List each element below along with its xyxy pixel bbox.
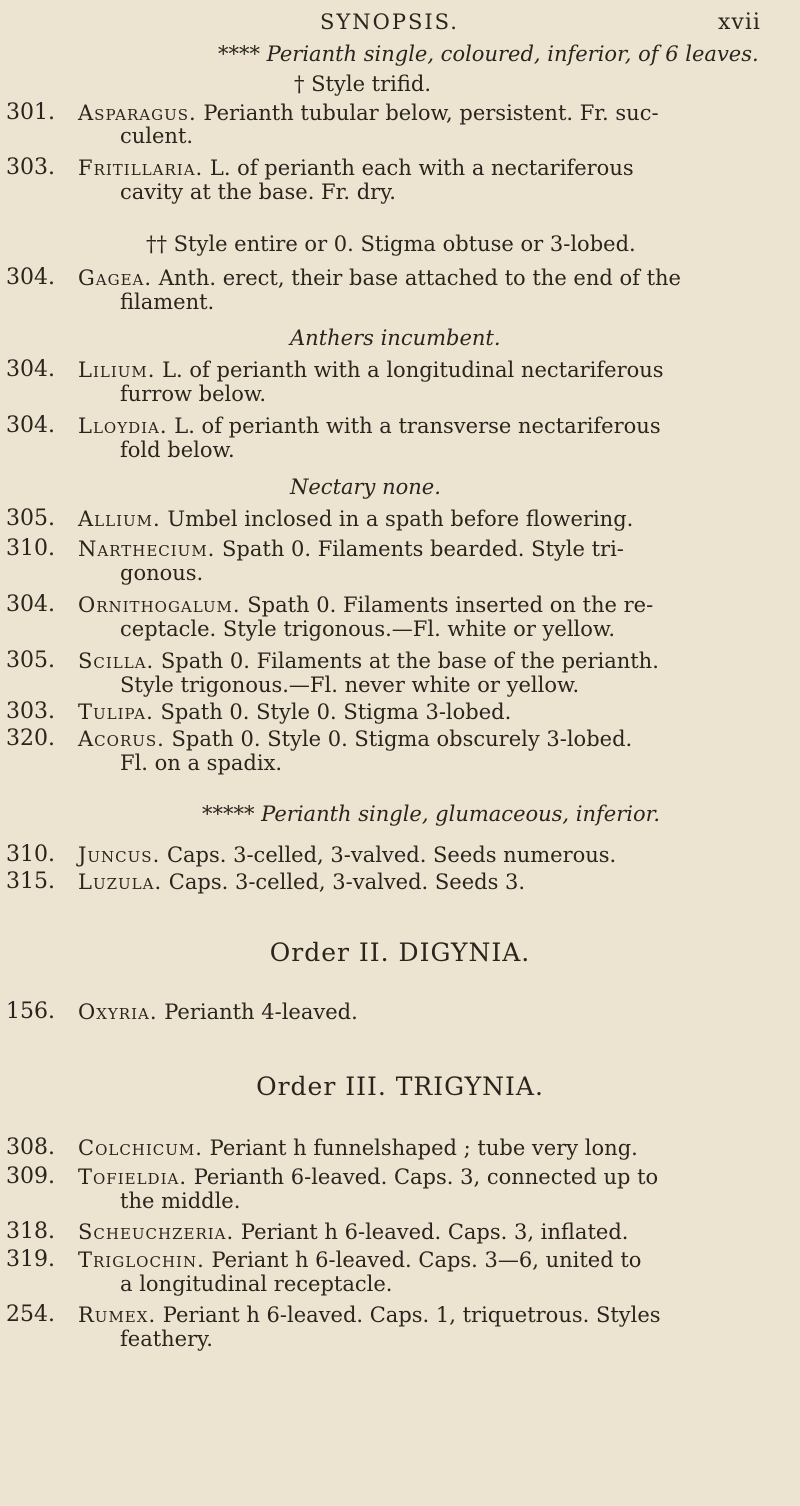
subsection-heading: † Style trifid.	[294, 72, 432, 96]
entry-continuation: a longitudinal receptacle.	[120, 1272, 393, 1296]
entry-number: 310.	[6, 536, 55, 561]
entry-number: 305.	[6, 506, 55, 531]
entry-triglochin	[78, 1247, 641, 1273]
entry-text: Perianth tubular below, persistent. Fr. suc-	[196, 101, 659, 125]
entry-number: 304.	[6, 413, 55, 438]
entry-continuation: Style trigonous.—Fl. never white or yellow.	[120, 673, 580, 697]
entry-number: 304.	[6, 265, 55, 290]
entry-number: 301.	[6, 100, 55, 125]
entry-lloydia	[78, 413, 661, 439]
genus-name: Luzula.	[78, 870, 163, 894]
entry-text: Periant h 6-leaved. Caps. 3—6, united to	[204, 1248, 642, 1272]
genus-name: Triglochin.	[78, 1248, 205, 1272]
entry-number: 254.	[6, 1302, 55, 1327]
entry-number: 309.	[6, 1164, 55, 1189]
entry-number: 303.	[6, 155, 55, 180]
entry-number: 318.	[6, 1219, 55, 1244]
genus-name: Oxyria.	[78, 1000, 158, 1024]
genus-name: Rumex.	[78, 1303, 157, 1327]
entry-number: 305.	[6, 648, 55, 673]
genus-name: Acorus.	[78, 727, 165, 751]
entry-fritillaria	[78, 155, 634, 181]
entry-text: Caps. 3-celled, 3-valved. Seeds numerous.	[160, 843, 617, 867]
entry-narthecium	[78, 536, 624, 562]
genus-name: Scilla.	[78, 649, 155, 673]
entry-continuation: fold below.	[120, 438, 235, 462]
genus-name: Tulipa.	[78, 700, 154, 724]
genus-name: Gagea.	[78, 266, 153, 290]
entry-text: L. of perianth with a longitudinal nectariferous	[155, 358, 664, 382]
order-heading: Order III. TRIGYNIA.	[256, 1072, 544, 1101]
genus-name: Allium.	[78, 507, 161, 531]
entry-text: L. of perianth with a transverse nectariferous	[167, 414, 661, 438]
entry-number: 156.	[6, 999, 55, 1024]
entry-continuation: furrow below.	[120, 382, 267, 406]
entry-number: 304.	[6, 592, 55, 617]
genus-name: Tofieldia.	[78, 1165, 188, 1189]
genus-name: Colchicum.	[78, 1136, 203, 1160]
entry-continuation: cavity at the base. Fr. dry.	[120, 180, 396, 204]
entry-scilla	[78, 648, 659, 674]
entry-allium	[78, 506, 633, 532]
entry-text: Periant h 6-leaved. Caps. 1, triquetrous. Styles	[156, 1303, 661, 1327]
entry-oxyria	[78, 999, 358, 1025]
entry-continuation: ceptacle. Style trigonous.—Fl. white or yellow.	[120, 617, 616, 641]
entry-tofieldia	[78, 1164, 658, 1190]
genus-name: Lilium.	[78, 358, 156, 382]
entry-number: 303.	[6, 699, 55, 724]
entry-text: Spath 0. Filaments inserted on the re-	[240, 593, 654, 617]
genus-name: Scheuchzeria.	[78, 1220, 235, 1244]
entry-text: Spath 0. Filaments bearded. Style tri-	[215, 537, 624, 561]
entry-text: L. of perianth each with a nectariferous	[203, 156, 634, 180]
entry-lilium	[78, 357, 664, 383]
entry-number: 320.	[6, 726, 55, 751]
entry-number: 304.	[6, 357, 55, 382]
page-number: xvii	[718, 10, 761, 35]
section-heading: **** Perianth single, coloured, inferior, of 6 leaves.	[218, 42, 759, 66]
genus-name: Fritillaria.	[78, 156, 204, 180]
subsection-heading: Anthers incumbent.	[290, 326, 501, 350]
entry-text: Periant h funnelshaped ; tube very long.	[202, 1136, 638, 1160]
entry-juncus	[78, 842, 616, 868]
entry-tulipa	[78, 699, 511, 725]
entry-continuation: the middle.	[120, 1189, 241, 1213]
running-title: SYNOPSIS.	[320, 10, 459, 34]
entry-continuation: Fl. on a spadix.	[120, 751, 283, 775]
entry-number: 310.	[6, 842, 55, 867]
entry-number: 308.	[6, 1135, 55, 1160]
entry-luzula	[78, 869, 525, 895]
subsection-heading: Nectary none.	[290, 475, 441, 499]
subsection-heading: †† Style entire or 0. Stigma obtuse or 3-lobed.	[146, 232, 636, 256]
entry-continuation: feathery.	[120, 1327, 213, 1351]
entry-text: Caps. 3-celled, 3-valved. Seeds 3.	[162, 870, 526, 894]
entry-text: Umbel inclosed in a spath before flowering.	[160, 507, 634, 531]
section-heading: ***** Perianth single, glumaceous, inferior.	[202, 802, 661, 826]
genus-name: Lloydia.	[78, 414, 168, 438]
entry-text: Spath 0. Style 0. Stigma obscurely 3-lobed.	[164, 727, 633, 751]
entry-text: Periant h 6-leaved. Caps. 3, inflated.	[234, 1220, 629, 1244]
entry-ornithogalum	[78, 592, 653, 618]
entry-text: Perianth 6-leaved. Caps. 3, connected up to	[187, 1165, 659, 1189]
entry-number: 315.	[6, 869, 55, 894]
page-header	[0, 6, 800, 36]
entry-acorus	[78, 726, 632, 752]
entry-continuation: gonous.	[120, 561, 204, 585]
genus-name: Asparagus.	[78, 101, 197, 125]
genus-name: Juncus.	[78, 843, 161, 867]
entry-continuation: filament.	[120, 290, 215, 314]
entry-rumex	[78, 1302, 661, 1328]
entry-text: Spath 0. Style 0. Stigma 3-lobed.	[153, 700, 512, 724]
entry-text: Spath 0. Filaments at the base of the perianth.	[154, 649, 659, 673]
entry-scheuchzeria	[78, 1219, 628, 1245]
entry-gagea	[78, 265, 681, 291]
entry-colchicum	[78, 1135, 638, 1161]
order-heading: Order II. DIGYNIA.	[269, 938, 531, 967]
genus-name: Ornithogalum.	[78, 593, 241, 617]
genus-name: Narthecium.	[78, 537, 216, 561]
entry-text: Anth. erect, their base attached to the end of the	[152, 266, 681, 290]
entry-number: 319.	[6, 1247, 55, 1272]
entry-continuation: culent.	[120, 124, 194, 148]
entry-text: Perianth 4-leaved.	[157, 1000, 358, 1024]
